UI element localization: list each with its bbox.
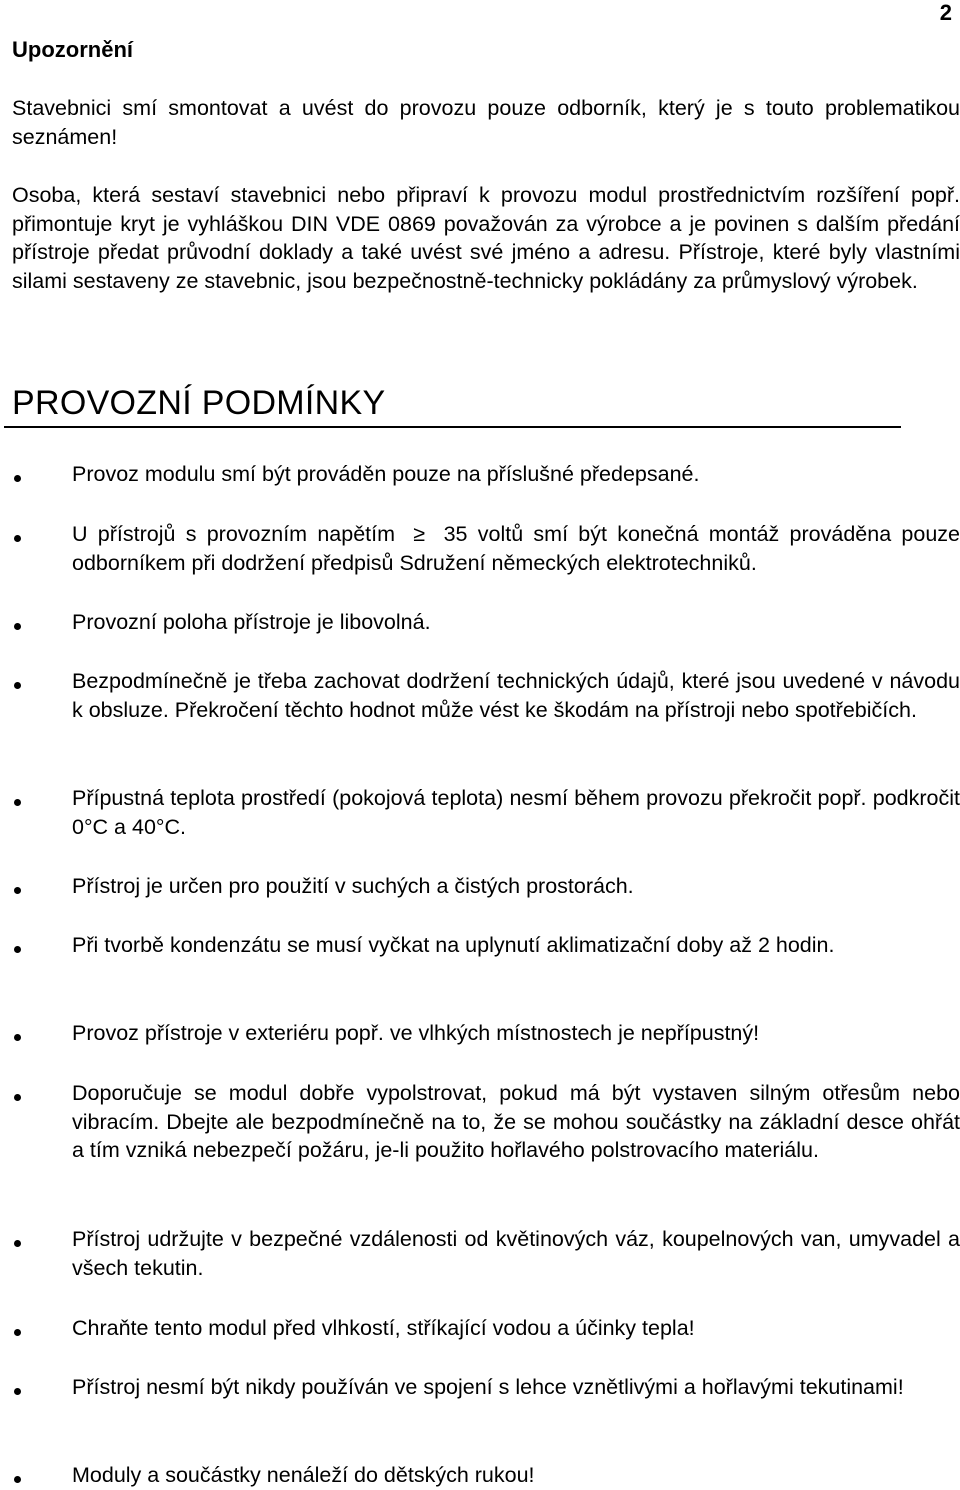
list-item-text: Přístroj je určen pro použití v suchých a čistých prostorách. [72,874,634,898]
list-item-text: Doporučuje se modul dobře vypolstrovat, pokud má být vystaven silným otřesům nebo vibracím. Dbejte ale bezpodmínečně na to, že se mohou součástky na základní desce ohřát a tím vzniká nebezpečí požáru, je-li použito hořlavého polstrovacího materiálu. [72,1081,960,1162]
bullet-icon [14,1329,21,1336]
list-item-text: Chraňte tento modul před vlhkostí, stříkající vodou a účinky tepla! [72,1316,695,1340]
warning-paragraph-1: Stavebnici smí smontovat a uvést do provozu pouze odborník, který je s touto problematikou seznámen! [12,96,960,149]
bullet-icon [14,535,21,542]
bullet-icon [14,1034,21,1041]
list-item-text: Přístroj udržujte v bezpečné vzdálenosti od květinových váz, koupelnových van, umyvadel a všech tekutin. [72,1227,960,1280]
list-item-text: Při tvorbě kondenzátu se musí vyčkat na uplynutí aklimatizační doby až 2 hodin. [72,933,835,957]
bullet-icon [14,1240,21,1247]
list-item-text: Bezpodmínečně je třeba zachovat dodržení technických údajů, které jsou uvedené v návodu k obsluze. Překročení těchto hodnot může vést ke škodám na přístroji nebo spotřebičích. [72,669,960,722]
warning-heading: Upozornění [12,37,133,62]
warning-paragraph-2: Osoba, která sestaví stavebnici nebo připraví k provozu modul prostřednictvím rozšíření popř. přimontuje kryt je vyhláškou DIN VDE 0869 považován za výrobce a je povinen s dalším předání přístroje předat průvodní doklady a také uvést své jméno a adresu. Přístroje, které byly vlastními silami sestaveny ze stavebnic, jsou bezpečnostně-technicky pokládány za průmyslový výrobek. [12,183,960,293]
voltage-text-start: U přístrojů s provozním napětím [72,522,396,546]
list-item-text: Přípustná teplota prostředí (pokojová teplota) nesmí během provozu překročit popř. podkročit 0°C a 40°C. [72,786,960,839]
bullet-icon [14,1094,21,1101]
list-item-text: Provoz modulu smí být prováděn pouze na příslušné předepsané. [72,462,700,486]
bullet-icon [14,1388,21,1395]
bullet-icon [14,623,21,630]
list-item-text: Provoz přístroje v exteriéru popř. ve vlhkých místnostech je nepřípustný! [72,1021,760,1045]
bullet-icon [14,475,21,482]
bullet-icon [14,887,21,894]
page-number: 2 [939,0,952,25]
section-title: PROVOZNÍ PODMÍNKY [12,384,386,422]
list-item-text: Moduly a součástky nenáleží do dětských rukou! [72,1463,535,1487]
greater-or-equal-symbol: ≥ [413,522,426,546]
voltage-text-end: 35 voltů smí být konečná montáž prováděna pouze odborníkem při dodržení předpisů Sdružení německých elektrotechniků. [72,522,960,575]
bullet-icon [14,946,21,953]
list-item-text [72,520,960,577]
section-title-rule [4,426,901,428]
bullet-icon [14,1476,21,1483]
bullet-icon [14,682,21,689]
bullet-icon [14,799,21,806]
list-item-text: Provozní poloha přístroje je libovolná. [72,610,431,634]
list-item-text: Přístroj nesmí být nikdy používán ve spojení s lehce vznětlivými a hořlavými tekutinami! [72,1375,904,1399]
